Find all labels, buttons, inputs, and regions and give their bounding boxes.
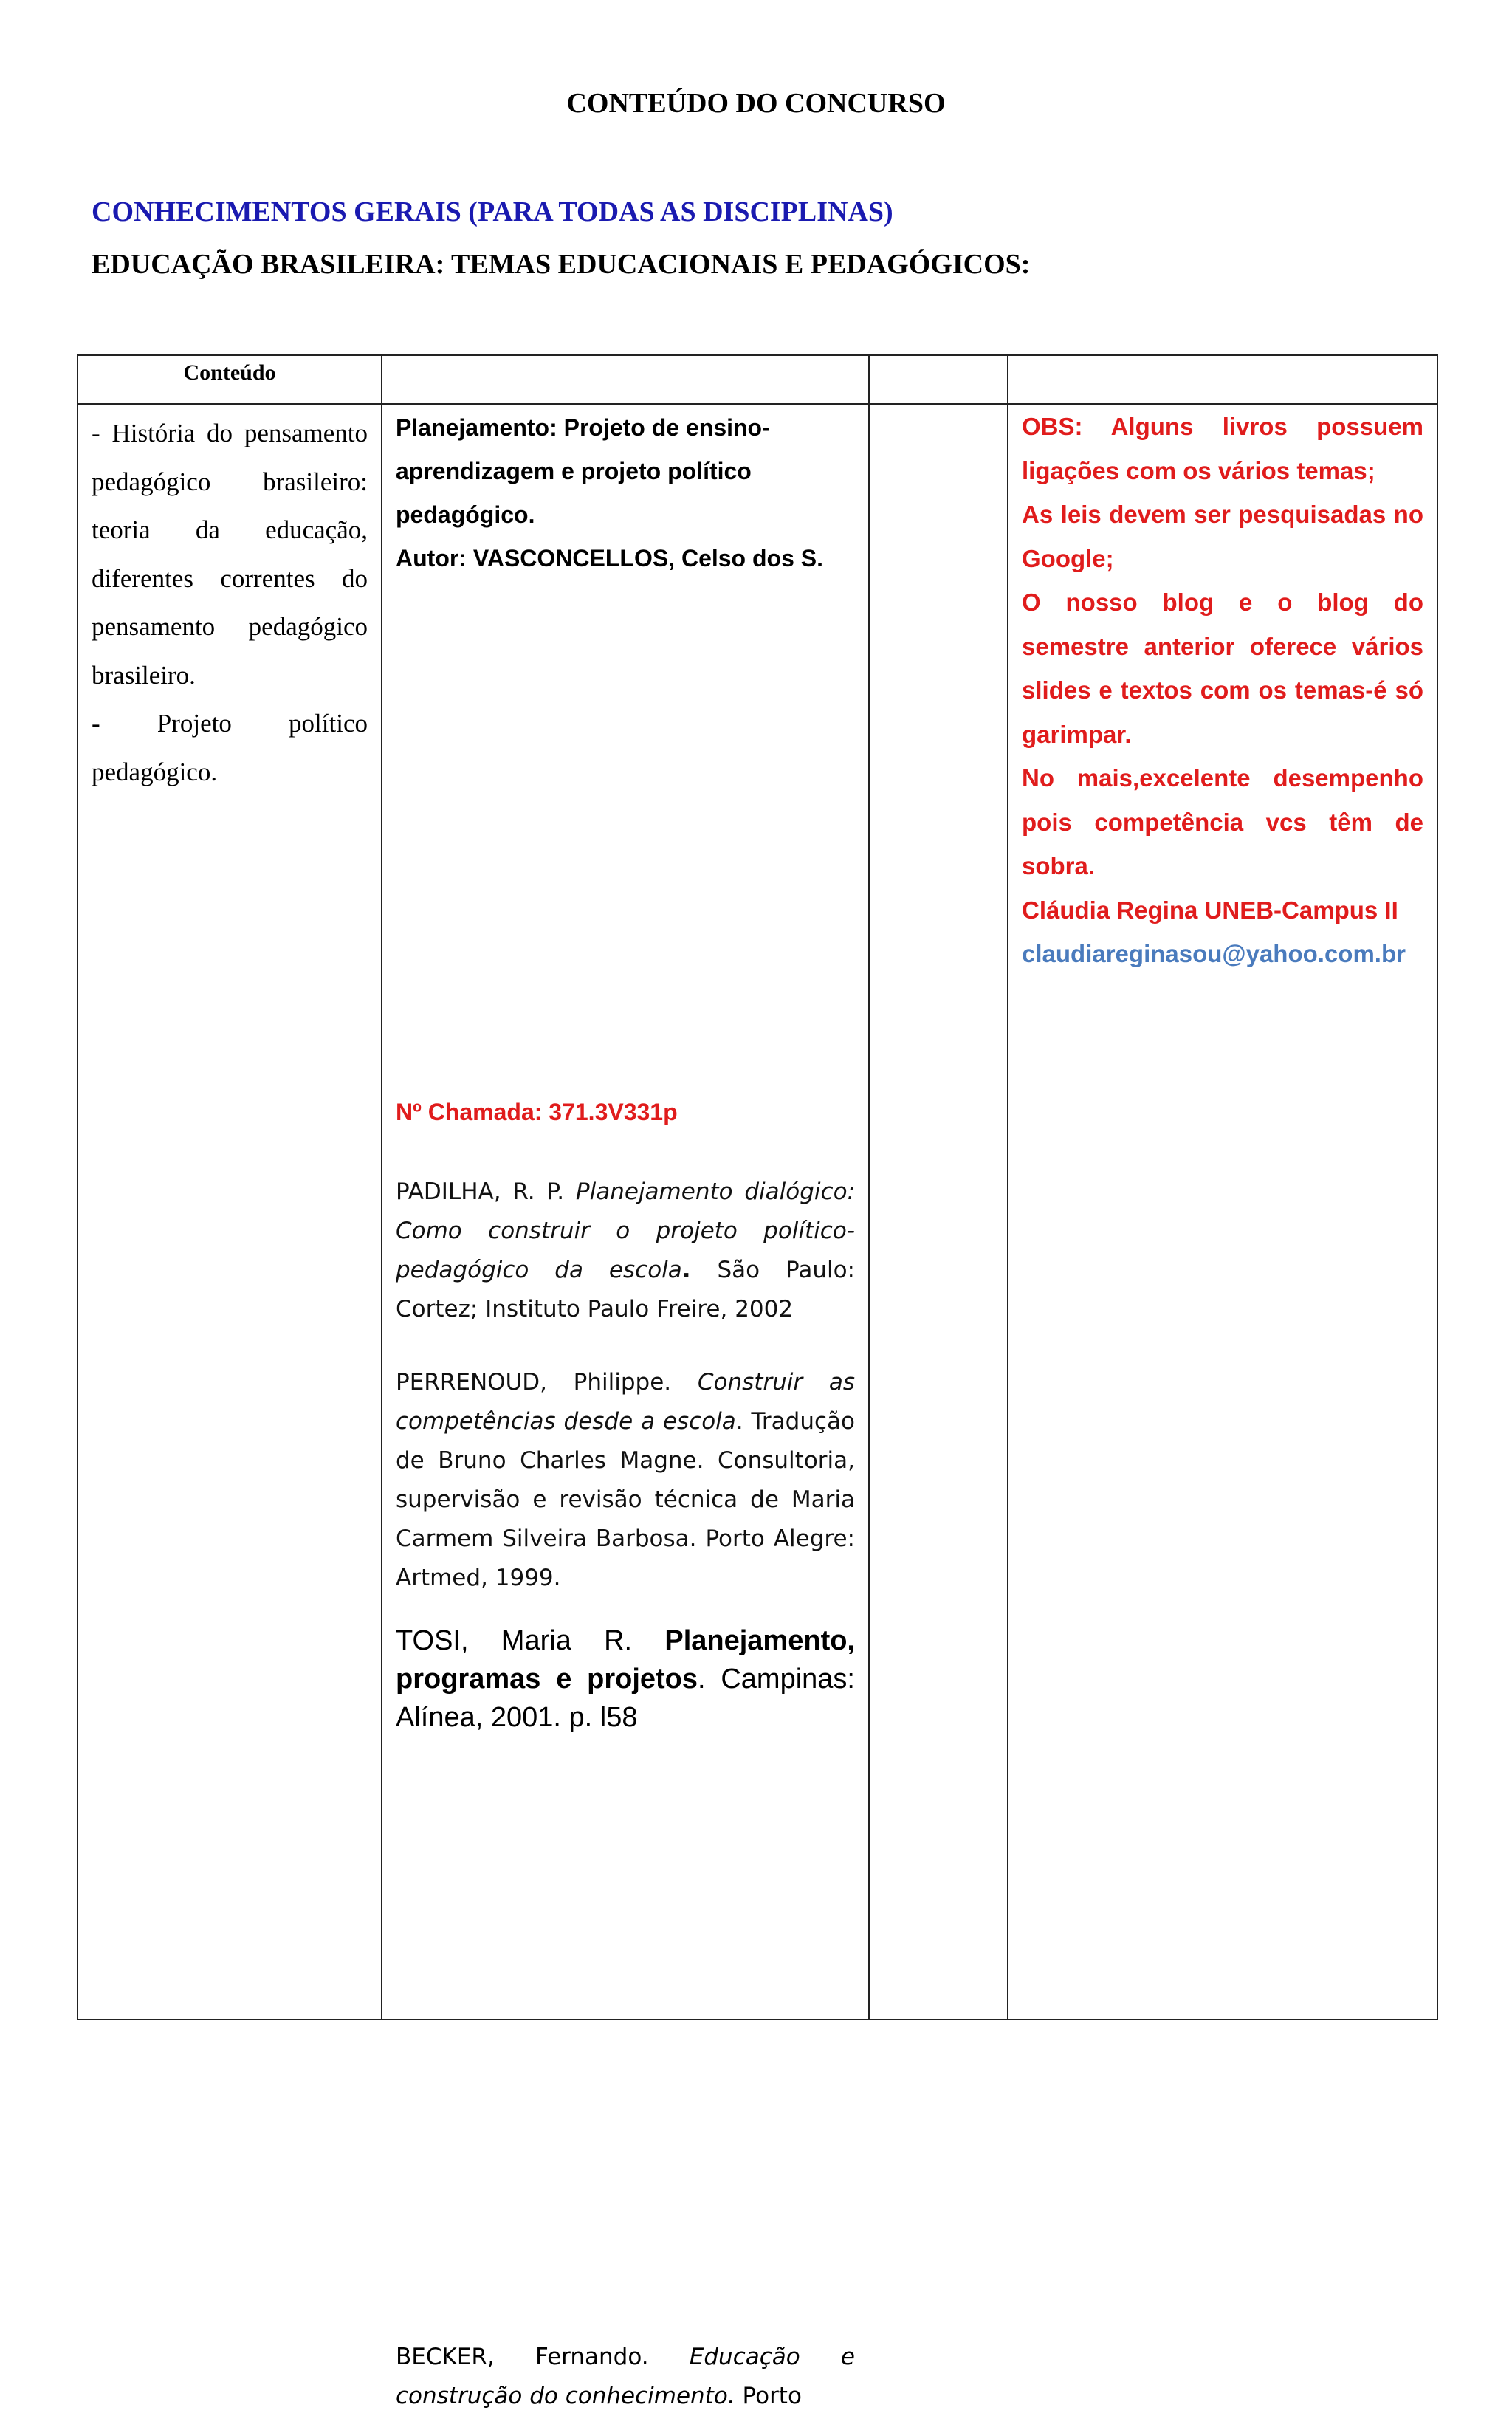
subsection-title-rest: TEMAS EDUCACIONAIS E PEDAGÓGICOS: [451, 249, 1021, 280]
reference-becker: [396, 2338, 855, 2416]
planning-reference: [396, 406, 855, 580]
call-number: Nº Chamada: 371.3V331p: [396, 1099, 678, 1125]
subsection-title: [92, 248, 1030, 281]
subsection-title-colon: :: [435, 249, 452, 280]
padilha-author: PADILHA, R. P.: [396, 1178, 576, 1205]
header-cell-4: [1008, 355, 1437, 404]
subsection-title-end: :: [1020, 249, 1031, 280]
perrenoud-title: Construir as competências desde a escola: [396, 1369, 855, 1435]
note-laws: As leis devem ser pesquisadas no Google;: [1022, 501, 1423, 572]
reference-padilha: [396, 1173, 855, 1329]
section-title: CONHECIMENTOS GERAIS (PARA TODAS AS DISCIPLINAS): [92, 196, 893, 227]
padilha-title: Planejamento dialógico: Como construir o projeto político-pedagógico da escola: [396, 1178, 855, 1283]
empty-column-cell: [869, 404, 1008, 2019]
references-cell: [382, 404, 869, 2409]
perrenoud-rest: . Tradução de Bruno Charles Magne. Consultoria, supervisão e revisão técnica de Maria Carmem Silveira Barbosa. Porto Alegre: Artmed, 1999.: [396, 1408, 855, 1591]
padilha-sep: .: [681, 1257, 718, 1283]
note-blog: O nosso blog e o blog do semestre anterior oferece vários slides e textos com os temas-é só garimpar.: [1022, 588, 1423, 748]
note-encouragement: No mais,excelente desempenho pois competência vcs têm de sobra.: [1022, 764, 1423, 879]
planning-title: Planejamento: Projeto de ensino-aprendizagem e projeto político pedagógico.: [396, 414, 770, 528]
author-email: claudiareginasou@yahoo.com.br: [1022, 940, 1406, 967]
author-signature: Cláudia Regina UNEB-Campus II: [1022, 896, 1398, 924]
notes-cell: [1008, 404, 1437, 2019]
table-header-row: [78, 355, 1437, 404]
header-cell-2: [382, 355, 869, 404]
content-table: [77, 354, 1438, 2409]
header-cell-content: Conteúdo: [78, 355, 382, 404]
becker-author: BECKER, Fernando.: [396, 2344, 690, 2370]
becker-rest: Porto: [735, 2383, 802, 2409]
planning-author: Autor: VASCONCELLOS, Celso dos S.: [396, 545, 823, 572]
reference-perrenoud: [396, 1363, 855, 1598]
content-topics-cell: [78, 404, 382, 2019]
subsection-title-main: EDUCAÇÃO BRASILEIRA: [92, 249, 436, 280]
topic-item-ppp: - Projeto político pedagógico.: [92, 709, 368, 786]
tosi-title: Planejamento, programas e projetos: [396, 1625, 855, 1695]
reference-tosi: [396, 1621, 855, 1737]
note-books: OBS: Alguns livros possuem ligações com os vários temas;: [1022, 413, 1423, 484]
tosi-author: TOSI, Maria R.: [396, 1625, 665, 1656]
table-body-row: [78, 404, 1437, 2019]
tosi-rest: . Campinas: Alínea, 2001. p. l58: [396, 1664, 855, 1733]
topic-item-history: - História do pensamento pedagógico brasileiro: teoria da educação, diferentes correntes do pensamento pedagógico brasileiro.: [92, 419, 368, 690]
header-cell-3: [869, 355, 1008, 404]
document-title: CONTEÚDO DO CONCURSO: [566, 88, 946, 119]
perrenoud-author: PERRENOUD, Philippe.: [396, 1369, 698, 1396]
padilha-rest: São Paulo: Cortez; Instituto Paulo Freire, 2002: [396, 1257, 855, 1322]
becker-title: Educação e construção do conhecimento.: [396, 2344, 855, 2409]
